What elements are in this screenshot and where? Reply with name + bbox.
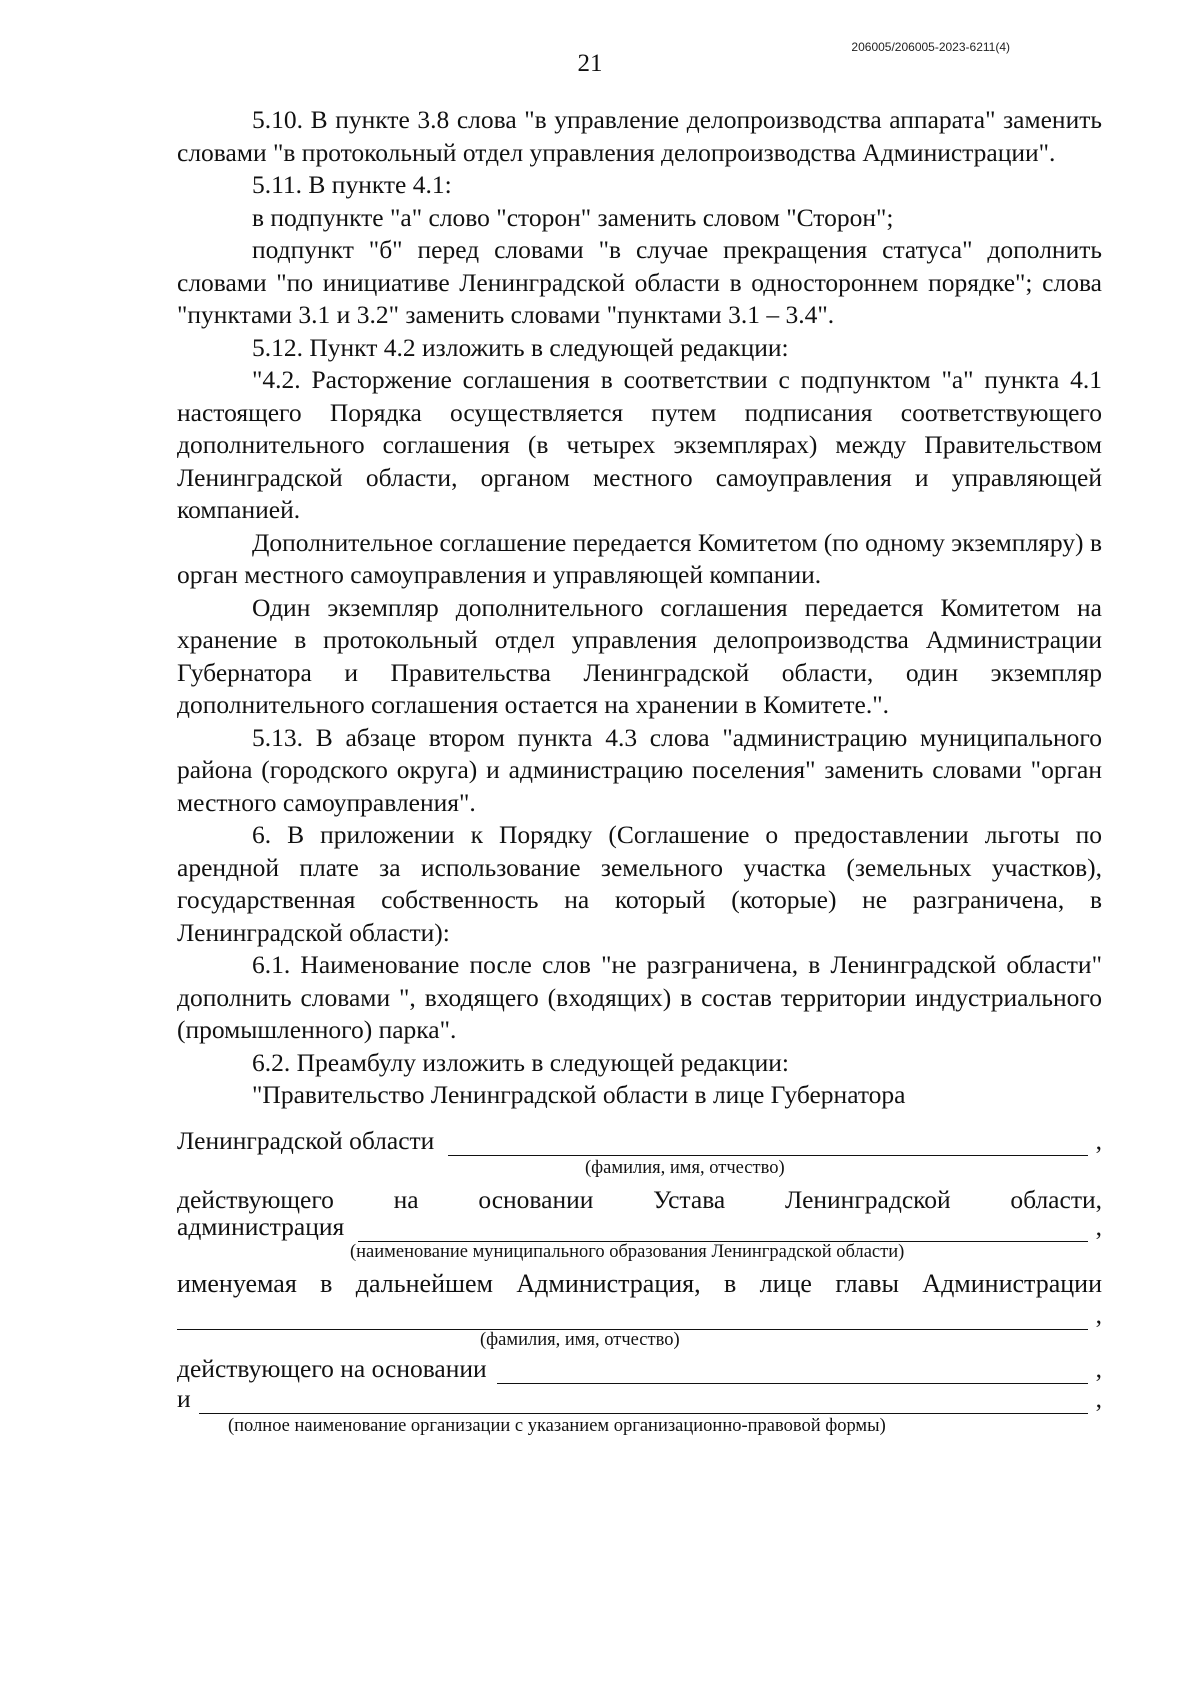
- form-line-basis: действующего на основании ,: [177, 1354, 1102, 1383]
- caption-municipality: (наименование муниципального образования Ленинградской области): [350, 1242, 905, 1262]
- paragraph-5-12: 5.12. Пункт 4.2 изложить в следующей редакции:: [252, 332, 789, 362]
- caption-governor-name: (фамилия, имя, отчество): [585, 1158, 785, 1178]
- document-id: 206005/206005-2023-6211(4): [851, 40, 1010, 54]
- form-label-and: и: [177, 1384, 191, 1413]
- paragraph-5-11: 5.11. В пункте 4.1:: [252, 170, 452, 199]
- paragraph-5-11-b: подпункт "б" перед словами "в случае прекращения статуса" дополнить словами "по инициативе Ленинградской области в одностороннем порядке"; слова "пунктами 3.1 и 3.2" заменить словами "пунктами 3.1 – 3.4".: [177, 235, 1102, 329]
- paragraph-6: 6. В приложении к Порядку (Соглашение о предоставлении льготы по арендной плате за использование земельного участка (земельных участков), государственная собственность на который (которые) не разграничена, в Ленинградской области):: [177, 820, 1102, 947]
- paragraph-6-2: 6.2. Преамбулу изложить в следующей редакции:: [252, 1047, 789, 1077]
- paragraph-6-1: 6.1. Наименование после слов "не разграничена, в Ленинградской области" дополнить словами ", входящего (входящих) в состав территории индустриального (промышленного) парка".: [177, 950, 1102, 1044]
- paragraph-5-13: 5.13. В абзаце втором пункта 4.3 слова "администрацию муниципального района (городского округа) и администрацию поселения" заменить словами "орган местного самоуправления".: [177, 722, 1102, 817]
- caption-head-name: (фамилия, имя, отчество): [480, 1330, 680, 1350]
- form-line-governor: Ленинградской области ,: [177, 1126, 1102, 1155]
- blank-governor-name[interactable]: [448, 1131, 1087, 1156]
- form-line-administration: администрация ,: [177, 1212, 1102, 1241]
- paragraph-5-11-a: в подпункте "а" слово "сторон" заменить словом "Сторон";: [252, 202, 894, 232]
- paragraph-preamble-start: "Правительство Ленинградской области в лице Губернатора: [252, 1080, 906, 1109]
- form-line-organization: и ,: [177, 1384, 1102, 1413]
- blank-head-name[interactable]: [177, 1305, 1088, 1330]
- form-label-region: Ленинградской области: [177, 1126, 435, 1155]
- form-label-administration: администрация: [177, 1212, 345, 1241]
- blank-basis[interactable]: [497, 1359, 1088, 1384]
- paragraph-additional-agreement: Дополнительное соглашение передается Комитетом (по одному экземпляру) в орган местного самоуправления и управляющей компании.: [177, 527, 1102, 589]
- caption-organization: (полное наименование организации с указанием организационно-правовой формы): [228, 1416, 886, 1436]
- paragraph-5-10: 5.10. В пункте 3.8 слова "в управление делопроизводства аппарата" заменить словами "в протокольный отдел управления делопроизводства Администрации".: [177, 105, 1102, 167]
- paragraph-4-2: "4.2. Расторжение соглашения в соответствии с подпунктом "а" пункта 4.1 настоящего Порядка осуществляется путем подписания соответствующего дополнительного соглашения (в четырех экземплярах) между Правительством Ленинградской области, органом местного самоуправления и управляющей компанией.: [177, 365, 1102, 524]
- page-number: 21: [577, 50, 603, 77]
- document-body: [177, 104, 1102, 1112]
- form-line-head-name: ,: [177, 1300, 1102, 1330]
- paragraph-one-copy: Один экземпляр дополнительного соглашения передается Комитетом на хранение в протокольный отдел управления делопроизводства Администрации Губернатора и Правительства Ленинградской области, один экземпляр дополнительного соглашения остается на хранении в Комитете.".: [177, 592, 1102, 719]
- form-line-head: именуемая в дальнейшем Администрация, в лице главы Администрации: [177, 1269, 1102, 1298]
- blank-municipality-name[interactable]: [358, 1217, 1087, 1242]
- form-line-charter: действующего на основании Устава Ленинградской области,: [177, 1185, 1102, 1214]
- form-label-basis: действующего на основании: [177, 1354, 487, 1383]
- blank-organization[interactable]: [199, 1389, 1088, 1414]
